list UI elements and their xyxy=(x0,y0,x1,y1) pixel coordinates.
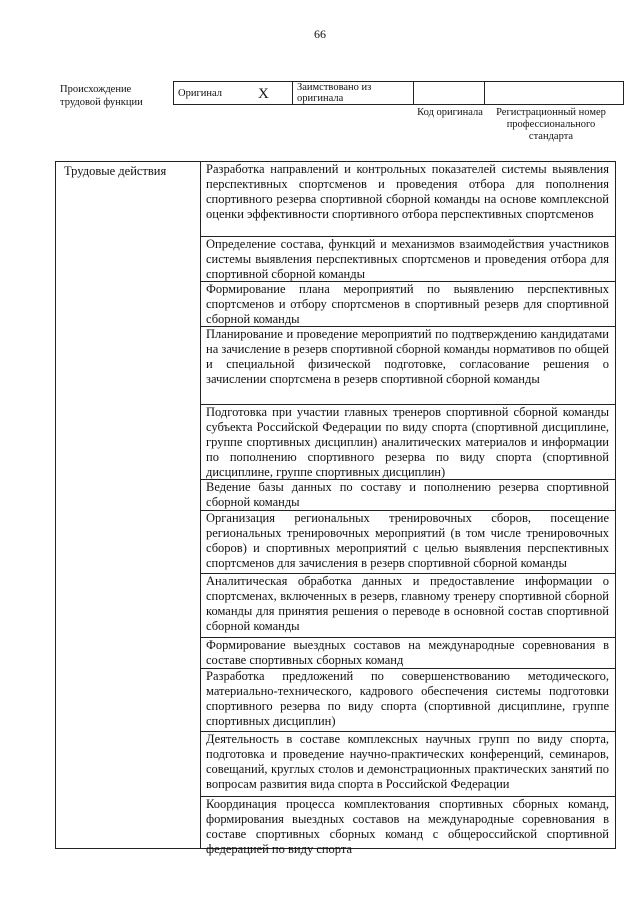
code-cell xyxy=(414,82,485,105)
labor-action-item: Разработка направлений и контрольных показателей системы выявления перспективных спортсменов и проведения отбора для пополнения спортивного резерва спортивной сборной команды на основе комплексной оценки эффективности спортивного отбора перспективных спортсменов xyxy=(201,162,615,237)
labor-actions-label: Трудовые действия xyxy=(64,164,167,178)
labor-action-item: Координация процесса комплектования спортивных сборных команд, формирования выездных составов на международные соревнования в составе спортивных сборных команд с общероссийской спортивной федерацией по виду спорта xyxy=(206,797,609,856)
origin-table xyxy=(173,81,624,105)
page-number: 66 xyxy=(314,27,326,41)
origin-label: Происхождение трудовой функции xyxy=(60,84,143,108)
reg-number-caption: Регистрационный номер профессионального стандарта xyxy=(496,107,606,142)
code-caption: Код оригинала xyxy=(417,107,483,118)
labor-action-item: Разработка предложений по совершенствованию методического, материально-технического, кадрового обеспечения системы подготовки спортивного резерва по виду спорта (спортивной дисциплине, группе спортивных дисциплин) xyxy=(201,669,615,732)
original-cell xyxy=(174,82,293,105)
original-label: Оригинал xyxy=(178,87,222,99)
labor-actions-table xyxy=(55,161,616,856)
labor-action-item: Аналитическая обработка данных и предоставление информации о спортсменах, включенных в резерв, главному тренеру спортивной сборной команды для принятия решения о переводе в основной состав спортивной сборной команды xyxy=(201,574,615,638)
labor-action-item: Подготовка при участии главных тренеров спортивной сборной команды субъекта Российской Федерации по виду спорта (спортивной дисциплине, группе спортивных дисциплин) аналитических материалов и информации по пополнению спортивного резерва по виду спорта (спортивной дисциплине, группе спортивных дисциплин) xyxy=(201,405,615,480)
labor-action-item: Организация региональных тренировочных сборов, посещение региональных тренировочных мероприятий (в том числе тренировочных сборов) и спортивных мероприятий с целью выявления перспективных спортсменов для зачисления в резерв спортивной сборной команды xyxy=(201,511,615,574)
labor-action-item: Деятельность в составе комплексных научных групп по виду спорта, подготовка и проведение научно-практических конференций, семинаров, совещаний, круглых столов и демонстрационных практических занятий по вопросам развития вида спорта в Российской Федерации xyxy=(201,732,615,797)
borrowed-cell xyxy=(293,82,414,105)
reg-number-cell xyxy=(485,82,624,105)
borrowed-label: Заимствовано из оригинала xyxy=(297,82,372,104)
labor-action-item: Определение состава, функций и механизмов взаимодействия участников системы выявления перспективных спортсменов и проведения отбора для спортивной сборной команды xyxy=(201,237,615,282)
labor-action-item: Формирование плана мероприятий по выявлению перспективных спортсменов и отбору спортсменов в спортивный резерв для спортивной сборной команды xyxy=(201,282,615,327)
labor-action-item: Формирование выездных составов на международные соревнования в составе спортивных сборных команд xyxy=(201,638,615,669)
labor-actions-list xyxy=(201,162,615,857)
labor-action-item: Планирование и проведение мероприятий по подтверждению кандидатами на зачисление в резерв спортивной сборной команды нормативов по общей и специальной физической подготовке, согласование решения о зачислении спортсмена в резерв спортивной сборной команды xyxy=(201,327,615,405)
labor-action-item: Ведение базы данных по составу и пополнению резерва спортивной сборной команды xyxy=(201,480,615,511)
original-mark: X xyxy=(258,86,269,102)
